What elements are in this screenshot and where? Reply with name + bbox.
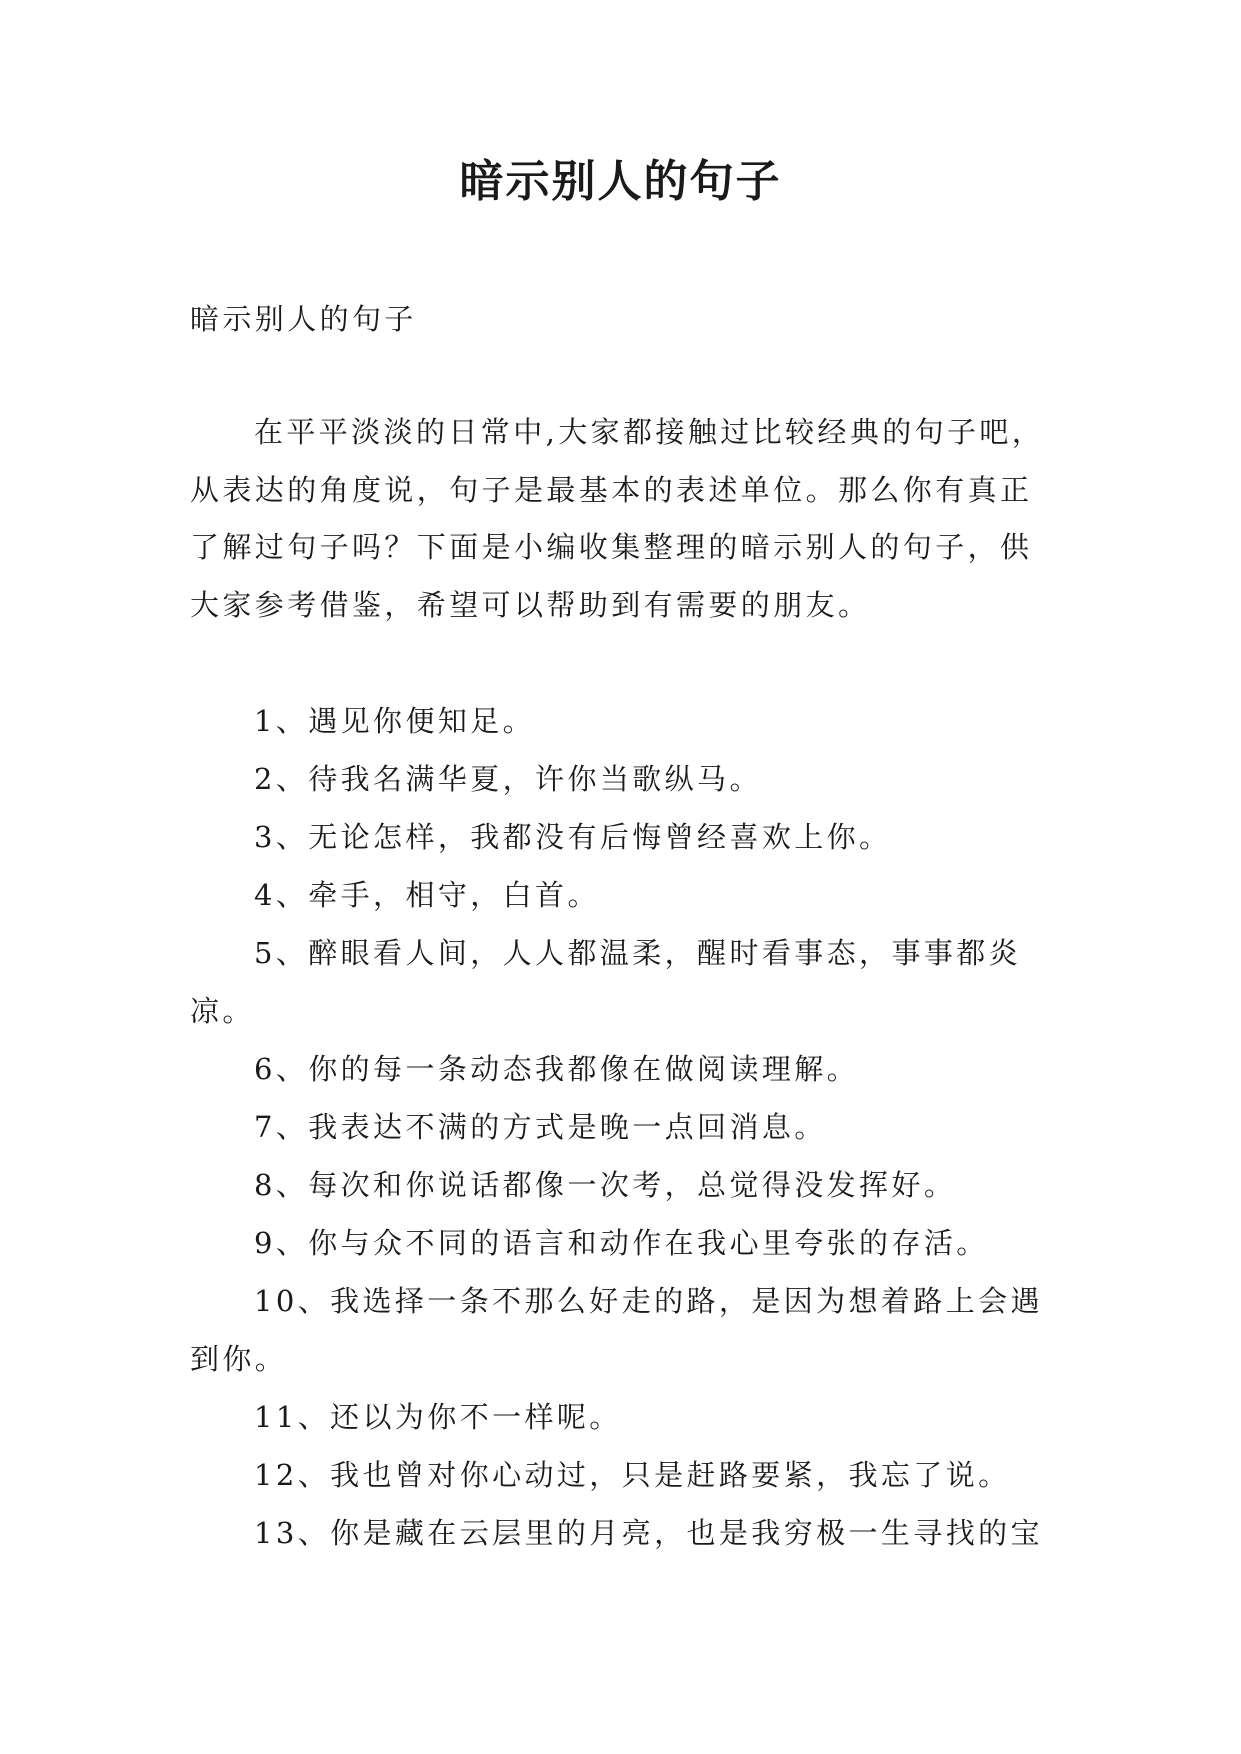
- list-item: 1、遇见你便知足。: [254, 704, 536, 738]
- list-item: 13、你是藏在云层里的月亮，也是我穷极一生寻找的宝: [254, 1516, 1043, 1550]
- intro-paragraph: 在平平淡淡的日常中,大家都接触过比较经典的句子吧，从表达的角度说，句子是最基本的表述单位。那么你有真正了解过句子吗？下面是小编收集整理的暗示别人的句子，供大家参考借鉴，希望可以帮助到有需要的朋友。: [190, 415, 1045, 622]
- list-item: 11、还以为你不一样呢。: [254, 1400, 622, 1434]
- list-item: 3、无论怎样，我都没有后悔曾经喜欢上你。: [254, 820, 892, 854]
- list-item: 10、我选择一条不那么好走的路，是因为想着路上会遇到你。: [190, 1284, 1043, 1376]
- list-item: 5、醉眼看人间，人人都温柔，醒时看事态，事事都炎凉。: [190, 936, 1022, 1028]
- sentence-list: [190, 692, 1052, 1562]
- list-item: 4、牵手，相守，白首。: [254, 878, 600, 912]
- list-item: 7、我表达不满的方式是晚一点回消息。: [254, 1110, 827, 1144]
- document-title: 暗示别人的句子: [459, 156, 782, 207]
- list-item: 6、你的每一条动态我都像在做阅读理解。: [254, 1052, 860, 1086]
- list-item: 8、每次和你说话都像一次考，总觉得没发挥好。: [254, 1168, 957, 1202]
- list-item: 12、我也曾对你心动过，只是赶路要紧，我忘了说。: [254, 1458, 1011, 1492]
- list-item: 2、待我名满华夏，许你当歌纵马。: [254, 762, 762, 796]
- document-subtitle: 暗示别人的句子: [190, 302, 417, 336]
- list-item: 9、你与众不同的语言和动作在我心里夸张的存活。: [254, 1226, 989, 1260]
